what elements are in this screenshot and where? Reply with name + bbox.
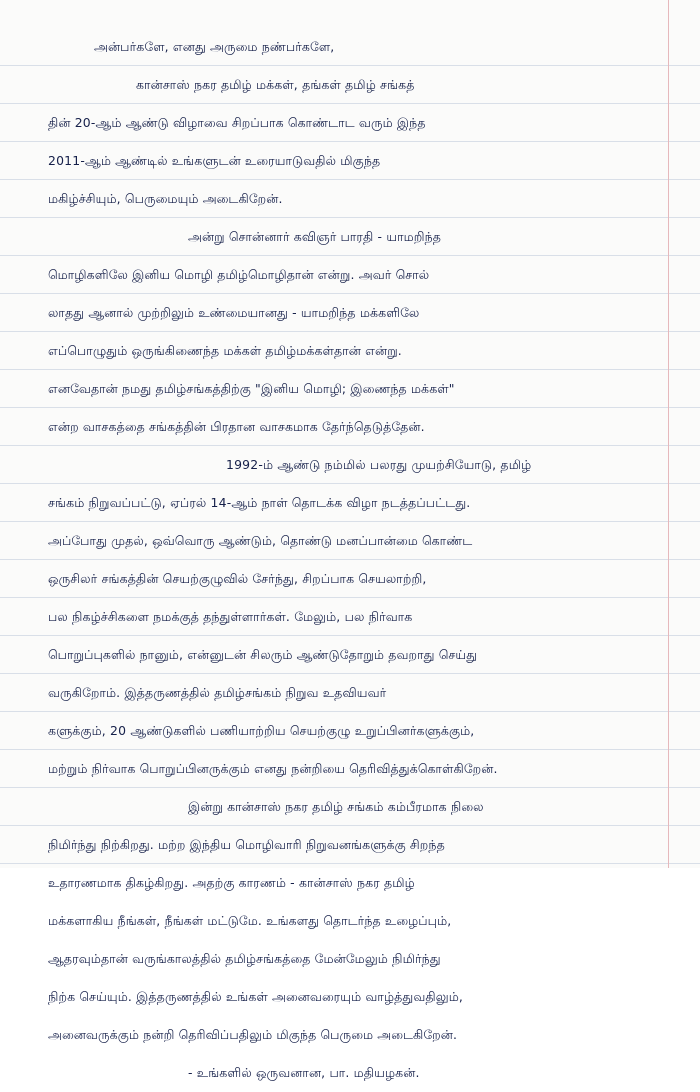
letter-line: எனவேதான் நமது தமிழ்சங்கத்திற்கு "இனிய மொழி; இணைந்த மக்கள்" [48,381,455,396]
letter-line: கான்சாஸ் நகர தமிழ் மக்கள், தங்கள் தமிழ் சங்கத் [136,77,415,92]
letter-line: அன்று சொன்னார் கவிஞர் பாரதி - யாமறிந்த [188,229,442,244]
letter-line: இன்று கான்சாஸ் நகர தமிழ் சங்கம் கம்பீரமாக நிலை [188,799,484,814]
letter-line: மகிழ்ச்சியும், பெருமையும் அடைகிறேன். [48,191,283,206]
letter-line: 2011-ஆம் ஆண்டில் உங்களுடன் உரையாடுவதில் மிகுந்த [48,153,381,168]
letter-line: மக்களாகிய நீங்கள், நீங்கள் மட்டுமே. உங்களது தொடர்ந்த உழைப்பும், [48,913,452,928]
letter-line: நிமிர்ந்து நிற்கிறது. மற்ற இந்திய மொழிவாரி நிறுவனங்களுக்கு சிறந்த [48,837,445,852]
letter-line: எப்பொழுதும் ஒருங்கிணைந்த மக்கள் தமிழ்மக்கள்தான் என்று. [48,343,402,358]
letter-salutation: அன்பர்களே, எனது அருமை நண்பர்களே, [94,39,335,54]
margin-line [668,0,669,868]
letter-line: சங்கம் நிறுவப்பட்டு, ஏப்ரல் 14-ஆம் நாள் தொடக்க விழா நடத்தப்பட்டது. [48,495,471,510]
letter-line: பொறுப்புகளில் நானும், என்னுடன் சிலரும் ஆண்டுதோறும் தவறாது செய்து [48,647,478,662]
letter-line: 1992-ம் ஆண்டு நம்மில் பலரது முயற்சியோடு, தமிழ் [226,457,532,472]
letter-line: களுக்கும், 20 ஆண்டுகளில் பணியாற்றிய செயற்குழு உறுப்பினர்களுக்கும், [48,723,475,738]
letter-signature: - உங்களில் ஒருவனான, பா. மதியழகன். [188,1065,420,1080]
letter-line: மற்றும் நிர்வாக பொறுப்பினருக்கும் எனது நன்றியை தெரிவித்துக்கொள்கிறேன். [48,761,498,776]
letter-line: மொழிகளிலே இனிய மொழி தமிழ்மொழிதான் என்று. அவர் சொல் [48,267,430,282]
letter-line: ஒருசிலர் சங்கத்தின் செயற்குழுவில் சேர்ந்து, சிறப்பாக செயலாற்றி, [48,571,427,586]
letter-line: அப்போது முதல், ஒவ்வொரு ஆண்டும், தொண்டு மனப்பான்மை கொண்ட [48,533,473,548]
letter-line: ஆதரவும்தான் வருங்காலத்தில் தமிழ்சங்கத்தை மேன்மேலும் நிமிர்ந்து [48,951,441,966]
letter-line: என்ற வாசகத்தை சங்கத்தின் பிரதான வாசகமாக தேர்ந்தெடுத்தேன். [48,419,425,434]
letter-line: வருகிறோம். இத்தருணத்தில் தமிழ்சங்கம் நிறுவ உதவியவர் [48,685,387,700]
letter-line: அனைவருக்கும் நன்றி தெரிவிப்பதிலும் மிகுந்த பெருமை அடைகிறேன். [48,1027,458,1042]
handwritten-letter [48,28,660,1092]
letter-line: தின் 20-ஆம் ஆண்டு விழாவை சிறப்பாக கொண்டாட வரும் இந்த [48,115,426,130]
letter-line: பல நிகழ்ச்சிகளை நமக்குத் தந்துள்ளார்கள். மேலும், பல நிர்வாக [48,609,413,624]
letter-line: லாதது ஆனால் முற்றிலும் உண்மையானது - யாமறிந்த மக்களிலே [48,305,420,320]
letter-line: நிற்க செய்யும். இத்தருணத்தில் உங்கள் அனைவரையும் வாழ்த்துவதிலும், [48,989,464,1004]
letter-line: உதாரணமாக திகழ்கிறது. அதற்கு காரணம் - கான்சாஸ் நகர தமிழ் [48,875,415,890]
